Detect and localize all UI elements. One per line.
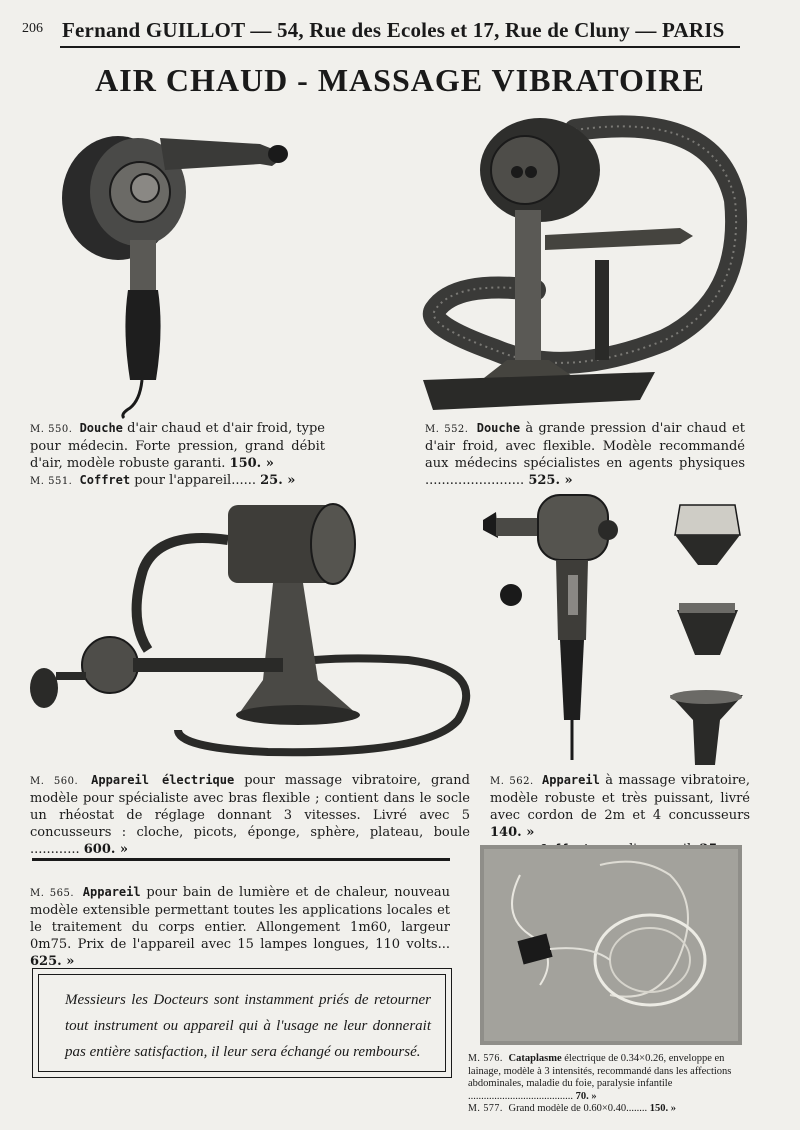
item-price: 150. » xyxy=(229,456,274,471)
item-price: 525. » xyxy=(528,473,573,488)
item-price: 25. » xyxy=(260,473,296,488)
item-name: Coffret xyxy=(79,473,131,487)
item-price: 625. » xyxy=(30,954,75,969)
item-ref: M. 576. xyxy=(468,1053,503,1064)
item-description: pour bain de lumière et de chaleur, nouveau modèle extensible permettant toutes les applications locales et le traitement du corps entier. Allongement 1m60, largeur 0m75. Prix de l'appareil avec 15 lampes longues, 110 volts... xyxy=(30,885,450,952)
section-divider xyxy=(32,858,450,861)
vibratory-massage-apparatus-illustration xyxy=(28,490,478,760)
caption-m565 xyxy=(30,884,450,970)
concusseur-accessories-illustration xyxy=(665,495,750,770)
caption-m552: M. 552. Douche à grande pression d'air chaud et d'air froid, avec flexible. Modèle recommandé aux médecins spécialistes en agents physiques ........................ 525. » xyxy=(425,421,745,488)
header-rule xyxy=(60,46,740,48)
item-ref: M. 577. xyxy=(468,1103,503,1114)
hand-vibrator-illustration xyxy=(478,490,628,765)
page-header xyxy=(22,18,772,44)
item-ref: M. 550. xyxy=(30,424,73,435)
item-ref: M. 560. xyxy=(30,776,79,787)
item-ref: M. 551. xyxy=(30,476,73,487)
item-description: à massage vibratoire, modèle robuste et très puissant, livré avec cordon de 2m et 4 concusseurs xyxy=(490,773,750,823)
item-price: 140. » xyxy=(490,825,535,840)
item-name: Appareil xyxy=(82,885,141,899)
standing-air-douche-illustration xyxy=(415,110,755,415)
page-title: AIR CHAUD - MASSAGE VIBRATOIRE xyxy=(95,62,705,98)
item-description: Grand modèle de 0.60×0.40........ xyxy=(508,1103,648,1114)
item-description: pour l'appareil...... xyxy=(134,473,256,488)
notice-text: Messieurs les Docteurs sont instamment priés de retourner tout instrument ou appareil qui à l'usage ne leur donnerait pas entière satisfaction, il leur sera échangé ou remboursé. xyxy=(65,992,431,1060)
electric-cataplasme-photo xyxy=(480,845,742,1045)
item-name: Appareil électrique xyxy=(91,773,235,787)
item-name: Douche xyxy=(79,421,123,435)
item-description: électrique de 0.34×0.26, enveloppe en lainage, modèle à 3 intensités, recommandé dans les affections abdominales, maladie du foie, paralysie infantile xyxy=(468,1053,732,1089)
item-ref: M. 565. xyxy=(30,888,75,899)
item-name: Douche xyxy=(476,421,521,435)
item-name: Appareil xyxy=(542,773,600,787)
item-name: Cataplasme xyxy=(508,1053,562,1064)
header-address: Fernand GUILLOT — 54, Rue des Ecoles et 17, Rue de Cluny — PARIS xyxy=(62,18,725,42)
page-number: 206 xyxy=(22,21,43,36)
caption-m576: M. 576. Cataplasme électrique de 0.34×0.26, enveloppe en lainage, modèle à 3 intensités, recommandé dans les affections abdominales, maladie du foie, paralysie infantile ........................................ 70. » M. 577. Grand modèle de 0.60×0.40........ 150. » xyxy=(468,1053,732,1114)
item-price: 70. » xyxy=(575,1090,597,1102)
item-price: 150. » xyxy=(649,1103,677,1114)
hair-dryer-illustration xyxy=(60,130,300,420)
caption-m550 xyxy=(30,420,325,490)
notice-box xyxy=(32,968,452,1078)
caption-m560: M. 560. Appareil électrique pour massage vibratoire, grand modèle pour spécialiste avec bras flexible ; contient dans le socle un rhéostat de réglage donnant 3 vitesses. Livré avec 5 concusseurs : cloche, picots, éponge, sphère, plateau, boule ............ 600. » xyxy=(30,773,470,857)
item-ref: M. 562. xyxy=(490,776,534,787)
item-description: pour massage vibratoire, grand modèle pour spécialiste avec bras flexible ; contient dans le socle un rhéostat de réglage donnant 3 vitesses. Livré avec 5 concusseurs : cloche, picots, éponge, sphère, plateau, boule xyxy=(30,773,470,840)
item-ref: M. 552. xyxy=(425,424,469,435)
item-description: à grande pression d'air chaud et d'air froid, avec flexible. Modèle recommandé aux médecins spécialistes en agents physiques xyxy=(425,421,745,471)
item-price: 600. » xyxy=(83,842,129,857)
item-description: d'air chaud et d'air froid, type pour médecin. Forte pression, grand débit d'air, modèle robuste garanti. xyxy=(30,421,325,471)
